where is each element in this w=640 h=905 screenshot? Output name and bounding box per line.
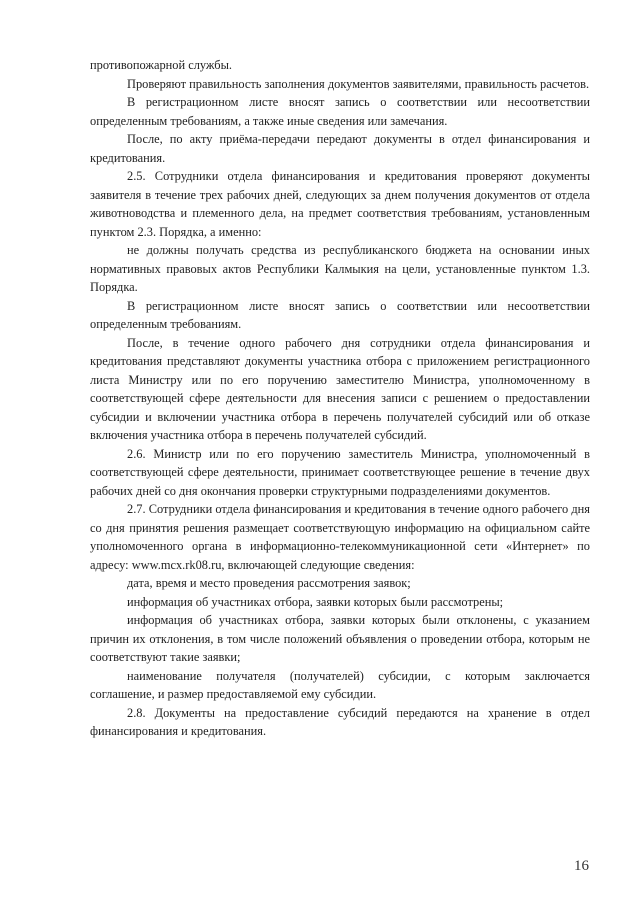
paragraph: 2.5. Сотрудники отдела финансирования и кредитования проверяют документы заявителя в течение трех рабочих дней, следующих за днем получения документов от отдела животноводства и племенного дела, на предмет соответствия требованиям, установленным пунктом 2.3. Порядка, а именно: xyxy=(90,169,590,239)
paragraph: информация об участниках отбора, заявки которых были рассмотрены; xyxy=(127,594,504,609)
paragraph: 2.7. Сотрудники отдела финансирования и кредитования в течение одного рабочего дня со дня принятия решения размещает соответствующую информацию на официальном сайте уполномоченного органа в информационно-телекоммуникационной сети «Интернет» по адресу: www.mcx.rk08.ru, включающей следующие сведения: xyxy=(90,502,590,572)
paragraph: информация об участниках отбора, заявки которых были отклонены, с указанием причин их отклонения, в том числе положений объявления о проведении отбора, которым не соответствуют такие заявки; xyxy=(90,613,590,664)
paragraph: В регистрационном листе вносят запись о соответствии или несоответствии определенным требованиям, а также иные сведения или замечания. xyxy=(90,95,590,128)
paragraph: наименование получателя (получателей) субсидии, с которым заключается соглашение, и размер предоставляемой ему субсидии. xyxy=(90,668,590,701)
paragraph: не должны получать средства из республиканского бюджета на основании иных нормативных правовых актов Республики Калмыкия на цели, установленные пунктом 1.3. Порядка. xyxy=(90,243,590,294)
paragraph: 2.8. Документы на предоставление субсидий передаются на хранение в отдел финансирования и кредитования. xyxy=(90,705,590,738)
paragraph: В регистрационном листе вносят запись о соответствии или несоответствии определенным требованиям. xyxy=(90,298,590,331)
paragraph: дата, время и место проведения рассмотрения заявок; xyxy=(127,576,411,590)
paragraph: противопожарной службы. xyxy=(90,58,233,72)
paragraph: 2.6. Министр или по его поручению заместитель Министра, уполномоченный в соответствующей сфере деятельности, принимает соответствующее решение в течение двух рабочих дней со дня окончания проверки структурными подразделениями документов. xyxy=(90,446,590,498)
document-body xyxy=(90,56,590,741)
paragraph: После, по акту приёма-передачи передают документы в отдел финансирования и кредитования. xyxy=(90,132,590,165)
paragraph: Проверяют правильность заполнения документов заявителями, правильность расчетов. xyxy=(127,76,590,91)
paragraph: После, в течение одного рабочего дня сотрудники отдела финансирования и кредитования представляют документы участника отбора с приложением регистрационного листа Министру или по его поручению заместителю Министра, уполномоченному в соответствующей сфере деятельности для внесения записи с решением о предоставлении субсидии и включении участника отбора в перечень получателей субсидий или об отказе включения участника отбора в перечень получателей субсидий. xyxy=(90,335,590,442)
page-number: 16 xyxy=(574,858,589,874)
